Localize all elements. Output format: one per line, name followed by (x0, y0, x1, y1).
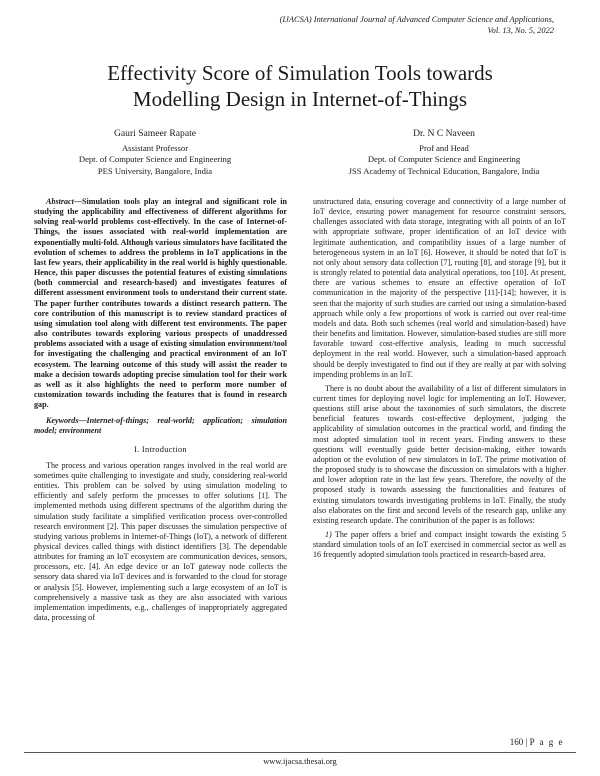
author-org: JSS Academy of Technical Education, Bangalore, India (348, 165, 540, 176)
abstract-label: Abstract (46, 197, 74, 206)
keywords (34, 416, 287, 436)
abstract-text: —Simulation tools play an integral and significant role in studying the applicability and effectiveness of different algorithms for solving real-world problems cost-effectively. In the case of Internet-of-Things, the issues associated with real-world implementation are exponentially multi-fold. Although various simulators have facilitated the evolution of schemes to address the problems in IoT applications in the last few years, their applicability in the real world is highly questionable. Hence, this paper discusses the potential features of existing simulations (both commercial and research-based) and investigates features of different assessment environment tools to understand their current state. The paper further contributes towards a distinct research pattern. The core contribution of this manuscript is to review standard practices of using simulation tool along with different test environments. The paper also contributes towards exploring various prospects of unaddressed problems associated with a usage of existing simulation environment/tool for investigating the challenging and practical environment of an IoT ecosystem. The learning outcome of this study will assist the reader to make a decision towards adopting precise simulation tool for their work as well as it also highlights the need to perform more number of customization towards including the features that is found in research gap. (34, 197, 287, 410)
paragraph-text: The paper offers a brief and compact insight towards the existing 5 standard simulation tools of an IoT exercised in commercial sector as well as 16 frequently adopted simulation tools practiced in research-based area. (313, 530, 566, 560)
body-paragraph-2 (313, 384, 566, 526)
author-dept: Dept. of Computer Science and Engineering (367, 154, 521, 165)
keywords-label: Keywords— (46, 416, 87, 426)
title-line-1: Effectivity Score of Simulation Tools towards (107, 61, 493, 85)
author-block-1 (25, 128, 285, 177)
author-name: Gauri Sameer Rapate (113, 128, 197, 139)
page-word: P a g e (529, 737, 564, 747)
title-line-2: Modelling Design in Internet-of-Things (132, 87, 468, 111)
intro-paragraph: The process and various operation ranges involved in the real world are sometimes quite challenging to investigate and study, considering real-world entities. This problem can be solved by using simulation modeling to efficiently and safely perform the processes to offer solutions [1]. The implemented methods using different spectrums of the algorithm during the simulation study facilitate a simplified verification process over-controlled research environment [2]. This paper discusses the simulation perspective of studying various problems in Internet-of-Things (IoT), a network of different physical devices called things with distinct identifiers [3]. The dependable attributes for framing an IoT ecosystem are communication devices, sensors, processors, etc. [4]. An edge device or an IoT gateway node collects the sensory data shared via IoT devices and is forwarded to the cloud for storage or analysis [5]. However, implementing such a large ecosystem of an IoT is comprehensively a massive task as they are also associated with various implementation impediments, e.g., challenges of inappropriately aggregated data, processing of (34, 460, 287, 623)
running-header (194, 14, 554, 36)
keywords-text: Internet-of-things; real-world; application; simulation model; environment (34, 416, 287, 436)
page-separator: | (523, 737, 530, 747)
footer-url[interactable]: www.ijacsa.thesai.org (263, 757, 337, 766)
right-column (313, 197, 566, 564)
paragraph-text: of the proposed study is towards assessing the functionalities and features of existing simulators towards investigating problems in IoT. Finally, the study also elaborates on the first and second levels of the research gap, unlike any existing research update. The contribution of the paper is as follows: (313, 475, 566, 525)
novelty-emphasis: novelty (519, 475, 544, 485)
author-org: PES University, Bangalore, India (97, 165, 213, 176)
journal-name: (IJACSA) International Journal of Advanced Computer Science and Applications, (279, 15, 554, 24)
author-dept: Dept. of Computer Science and Engineering (78, 154, 232, 165)
page-number-value: 160 (509, 737, 524, 747)
section-heading-introduction: I. Introduction (134, 444, 187, 454)
author-block-2 (314, 128, 574, 177)
journal-volume: Vol. 13, No. 5, 2022 (487, 26, 554, 35)
page-number (510, 737, 564, 747)
body-paragraph-1: unstructured data, ensuring coverage and connectivity of a large number of IoT device, ensuring power management for resource constraint sensors, challenges associated with data storage, integrating with all points of an IoT with appropriate software, proper identification of an IoT device with legitimate authentication, and compatibility issues of a large number of heterogeneous system in an IoT [6]. However, it should be noted that IoT is not only about sensory data collection [7], routing [8], and storage [9], but it is strongly related to potential data analytical operations, too [10]. At present, there are various schemes to ensure an effective operation of IoT communication in the majority of the perspective [11]-[14]; however, it is seen that the majority of such studies are carried out using a simulation-based approach while only a few proportions of work is carried out over real-time models and data. Both such schemes (real world and simulation-based) have their benefits and limitation. However, simulation-based studies are still more favorable toward cost-effective analysis, leading to much successful deployment in the real world. However, such a simulation-based approach should be deeply investigated to find out if they are really at par with solving impending problems in an IoT. (313, 197, 566, 379)
footer-rule (24, 752, 576, 753)
abstract (34, 197, 287, 410)
paragraph-text: There is no doubt about the availability of a list of different simulators in current times for deploying novel logic for implementing an IoT. However, questions still arise about the taxonomies of such simulators, the discrete beneficial features towards cost-effective deployment, judging the applicability of simulation outcomes in the practical world, and finding the most adopted simulation tool in recent years. Finding answers to these questions will eventually guide better decision-making, either towards adoption or the evolution of new simulators in IoT. The prime motivation of the proposed study is to showcase the discussion on simulators with a higher and lower adoption rate in the last few years. Therefore, the (313, 383, 566, 485)
item-number: 1) (325, 530, 332, 539)
author-role: Assistant Professor (121, 143, 189, 154)
contribution-item-1 (313, 530, 566, 560)
author-role: Prof and Head (419, 143, 469, 154)
paper-title (60, 60, 540, 112)
left-column (34, 197, 287, 627)
author-name: Dr. N C Naveen (413, 128, 475, 139)
